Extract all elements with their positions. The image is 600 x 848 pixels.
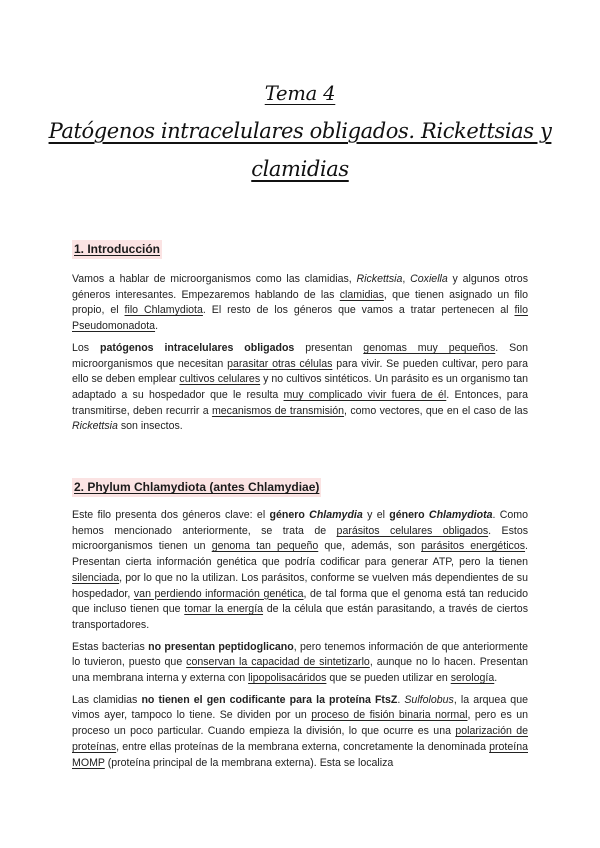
underlined-term: filo Chlamydiota <box>124 304 203 317</box>
underlined-term: silenciada <box>72 571 120 584</box>
bold-term: no presentan peptidoglicano <box>148 640 294 653</box>
italic-term: Rickettsia <box>356 273 403 285</box>
topic-number: Tema 4 <box>264 82 336 105</box>
bold-term: Chlamydiota <box>428 509 493 521</box>
underlined-term: proceso de fisión binaria normal <box>311 709 468 722</box>
bold-term: no tienen el gen codificante para la proteína FtsZ <box>141 693 398 706</box>
italic-term: Coxiella <box>410 273 448 285</box>
paragraph: Vamos a hablar de microorganismos como las clamidias, Rickettsia, Coxiella y algunos otros géneros interesantes. Empezaremos hablando de las clamidias, que tienen asignado un filo propio, el filo Chlamydiota. El resto de los géneros que vamos a tratar pertenecen al filo Pseudomonadota. <box>72 273 529 333</box>
bold-term: género <box>269 509 310 521</box>
underlined-term: genoma tan pequeño <box>211 540 319 553</box>
underlined-term: serología <box>450 672 495 685</box>
section-heading-chlamydiota: 2. Phylum Chlamydiota (antes Chlamydiae) <box>72 478 321 497</box>
title-line-1: Patógenos intracelulares obligados. Rickettsias y <box>48 119 552 143</box>
underlined-term: parásitos celulares obligados <box>336 524 489 537</box>
underlined-term: lipopolisacáridos <box>248 672 327 685</box>
underlined-term: muy complicado vivir fuera de él <box>283 388 447 401</box>
underlined-term: mecanismos de transmisión <box>211 404 345 417</box>
underlined-term: van perdiendo información genética <box>133 587 304 600</box>
underlined-term: parasitar otras células <box>227 357 333 370</box>
underlined-term: proteína MOMP <box>72 740 528 769</box>
italic-term: Sulfolobus <box>404 693 454 706</box>
bold-term: Chlamydia <box>309 509 363 521</box>
section-chlamydiota-body <box>72 508 528 777</box>
paragraph: Estas bacterias no presentan peptidoglicano, pero tenemos información de que anteriormente lo tuvieron, puesto que conservan la capacidad de sintetizarlo, aunque no lo hacen. Presentan una membrana interna y externa con lipopolisacáridos que se pueden utilizar en serología. <box>72 640 529 685</box>
underlined-term: polarización de proteínas <box>72 725 528 753</box>
bold-term: género <box>389 509 429 521</box>
title-line-2: clamidias <box>251 157 349 181</box>
paragraph: Las clamidias no tienen el gen codificante para la proteína FtsZ. Sulfolobus, la arquea que vimos ayer, tampoco lo tiene. Se dividen por un proceso de fisión binaria normal, pero es un proceso un poco particular. Cuando empieza la división, lo que ocurre es una polarización de proteínas, entre ellas proteínas de la membrana externa, concretamente la denominada proteína MOMP (proteína principal de la membrana externa). Esta se localiza <box>72 693 528 769</box>
section-heading-introduccion: 1. Introducción <box>72 240 162 259</box>
paragraph: Los patógenos intracelulares obligados presentan genomas muy pequeños. Son microorganismos que necesitan parasitar otras células para vivir. Se pueden cultivar, pero para ello se deben emplear cultivos celulares y no cultivos sintéticos. Un parásito es un organismo tan adaptado a su hospedador que le resulta muy complicado vivir fuera de él. Entonces, para transmitirse, deben recurrir a mecanismos de transmisión, como vectores, que en el caso de las Rickettsia son insectos. <box>72 341 528 433</box>
italic-term: Rickettsia <box>72 420 118 433</box>
section-introduccion-body <box>72 272 528 441</box>
underlined-term: conservan la capacidad de sintetizarlo <box>186 656 370 669</box>
document-title <box>0 76 600 188</box>
underlined-term: parásitos energéticos <box>421 540 526 553</box>
underlined-term: tomar la energía <box>184 603 264 616</box>
underlined-term: genomas muy pequeños <box>363 341 496 354</box>
bold-term: patógenos intracelulares obligados <box>100 341 295 354</box>
paragraph: Este filo presenta dos géneros clave: el género Chlamydia y el género Chlamydiota. Como hemos mencionado anteriormente, se trata de parásitos celulares obligados. Estos microorganismos tienen un genoma tan pequeño que, además, son parásitos energéticos. Presentan cierta información genética que podría codificar para generar ATP, pero la tienen silenciada, por lo que no la utilizan. Los parásitos, conforme se vuelven más dependientes de su hospedador, van perdiendo información genética, de tal forma que el genoma está tan reducido que incluso tienen que tomar la energía de la célula que están parasitando, a través de ciertos transportadores. <box>72 509 529 631</box>
underlined-term: cultivos celulares <box>179 373 261 386</box>
underlined-term: clamidias <box>339 288 384 301</box>
underlined-term: filo Pseudomonadota <box>72 304 529 333</box>
